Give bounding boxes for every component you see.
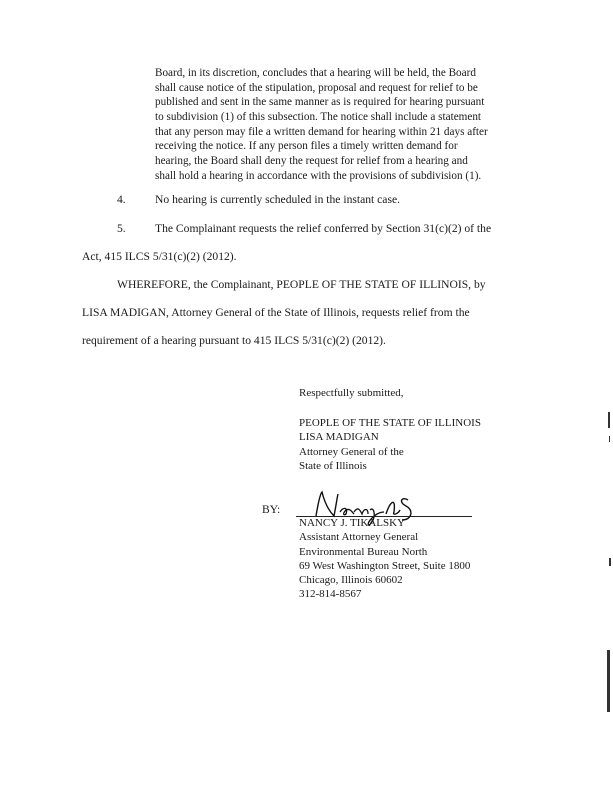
- item-5-line-1: The Complainant requests the relief conferred by Section 31(c)(2) of the: [155, 222, 492, 235]
- quote-line: published and sent in the same manner as is required for hearing pursuant: [155, 96, 485, 109]
- party-line: Attorney General of the: [299, 445, 404, 458]
- quote-line: receiving the notice. If any person files a timely written demand for: [155, 140, 458, 153]
- signer-phone: 312-814-8567: [299, 588, 362, 601]
- item-4-number: 4.: [117, 193, 126, 206]
- quote-line: shall cause notice of the stipulation, proposal and request for relief to be: [155, 81, 478, 94]
- party-line: LISA MADIGAN: [299, 431, 379, 444]
- scan-edge-mark: [609, 436, 610, 442]
- party-line: State of Illinois: [299, 459, 367, 472]
- signer-block: [299, 516, 470, 602]
- wherefore-line-3: requirement of a hearing pursuant to 415 ILCS 5/31(c)(2) (2012).: [82, 334, 386, 347]
- scan-edge-mark: [609, 558, 611, 566]
- closing-text: Respectfully submitted,: [299, 387, 404, 399]
- quoted-statute-block: [155, 66, 527, 184]
- quote-line: that any person may file a written demand for hearing within 21 days after: [155, 125, 488, 138]
- quote-line: Board, in its discretion, concludes that a hearing will be held, the Board: [155, 67, 476, 79]
- signer-city: Chicago, Illinois 60602: [299, 574, 403, 587]
- wherefore-line-2: LISA MADIGAN, Attorney General of the State of Illinois, requests relief from the: [82, 306, 470, 319]
- signer-title: Assistant Attorney General: [299, 531, 419, 544]
- signer-name: NANCY J. TIKALSKY: [299, 517, 406, 529]
- scan-edge-mark: [607, 650, 610, 712]
- party-block: [299, 416, 481, 473]
- party-line: PEOPLE OF THE STATE OF ILLINOIS: [299, 417, 481, 429]
- wherefore-line-1: WHEREFORE, the Complainant, PEOPLE OF THE STATE OF ILLINOIS, by: [117, 278, 486, 291]
- signer-address: 69 West Washington Street, Suite 1800: [299, 559, 471, 572]
- by-label: BY:: [262, 503, 281, 516]
- scan-edge-mark: [608, 412, 610, 428]
- signer-bureau: Environmental Bureau North: [299, 545, 428, 558]
- item-4-text: No hearing is currently scheduled in the instant case.: [155, 193, 401, 206]
- item-5-number: 5.: [117, 222, 126, 235]
- quote-line: hearing, the Board shall deny the request for relief from a hearing and: [155, 155, 468, 168]
- quote-line: to subdivision (1) of this subsection. The notice shall include a statement: [155, 111, 482, 124]
- item-5-line-2: Act, 415 ILCS 5/31(c)(2) (2012).: [82, 250, 237, 263]
- quote-line: shall hold a hearing in accordance with the provisions of subdivision (1).: [155, 169, 482, 182]
